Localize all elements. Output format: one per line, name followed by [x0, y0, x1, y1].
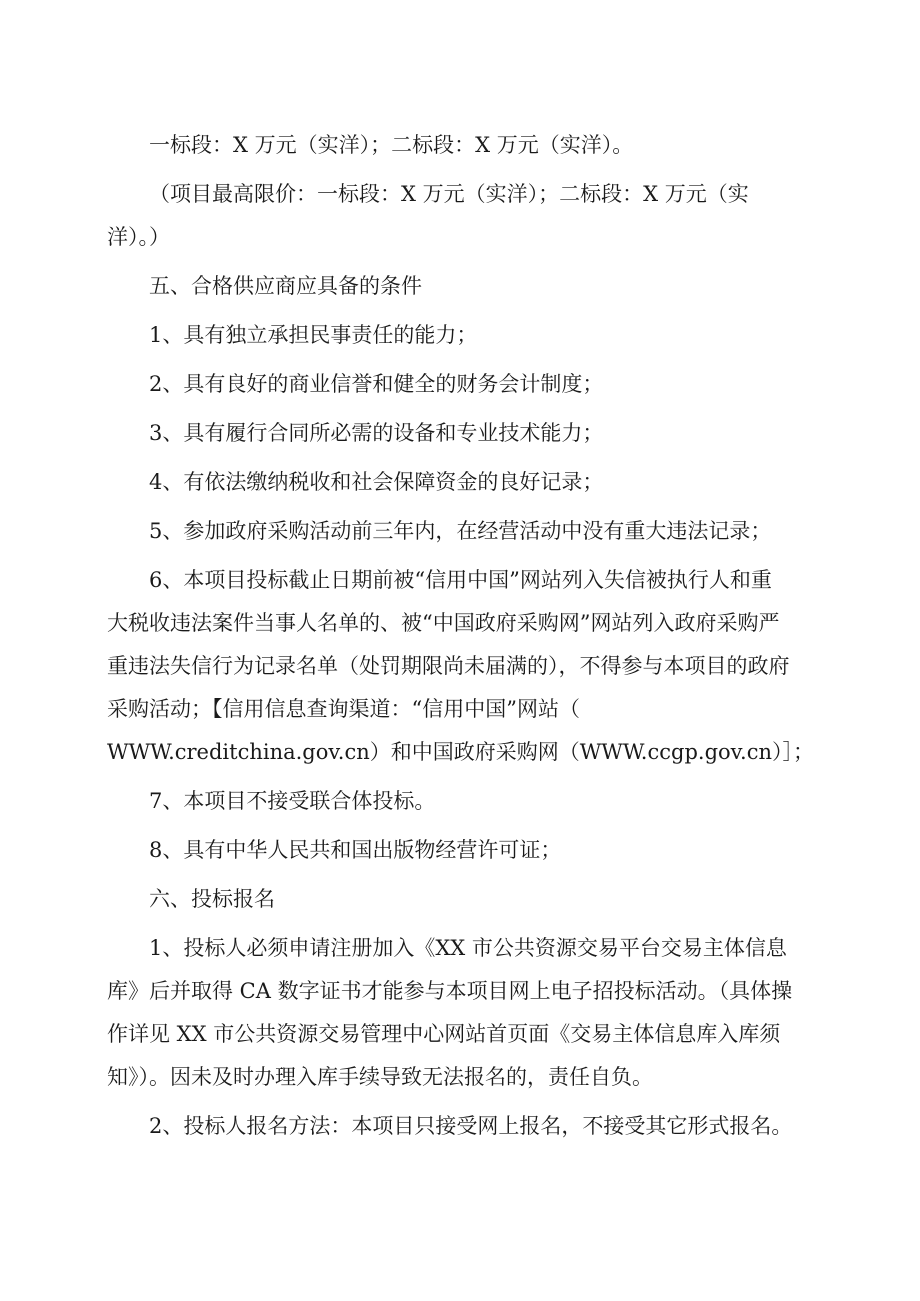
text-line: WWW.creditchina.gov.cn）和中国政府采购网（WWW.ccgp.gov.cn）］； — [107, 740, 814, 764]
registration-item-2 — [107, 1105, 822, 1148]
paragraph-budget — [107, 124, 822, 167]
section-heading-registration — [107, 878, 822, 921]
section-heading-qualifications — [107, 265, 822, 308]
text-line: 2、投标人报名方法：本项目只接受网上报名，不接受其它形式报名。 — [149, 1114, 793, 1138]
text-line: 一标段：X 万元（实洋）；二标段：X 万元（实洋）。 — [149, 133, 634, 157]
text-line: （项目最高限价：一标段：X 万元（实洋）；二标段：X 万元（实 — [149, 182, 749, 206]
text-line: 3、具有履行合同所必需的设备和专业技术能力； — [149, 421, 604, 445]
paragraph-price-limit — [107, 173, 822, 259]
text-line: 知》）。因未及时办理入库手续导致无法报名的，责任自负。 — [107, 1065, 653, 1089]
text-line: 8、具有中华人民共和国出版物经营许可证； — [149, 838, 562, 862]
text-line: 五、合格供应商应具备的条件 — [149, 274, 422, 298]
qualification-item-8 — [107, 829, 822, 872]
registration-item-1 — [107, 927, 822, 1099]
document-body — [107, 124, 822, 1154]
text-line: 7、本项目不接受联合体投标。 — [149, 789, 436, 813]
qualification-item-3 — [107, 412, 822, 455]
text-line: 洋）。） — [107, 225, 170, 249]
text-line: 4、有依法缴纳税收和社会保障资金的良好记录； — [149, 470, 604, 494]
text-line: 6、本项目投标截止日期前被“信用中国”网站列入失信被执行人和重 — [149, 568, 772, 592]
text-line: 2、具有良好的商业信誉和健全的财务会计制度； — [149, 372, 604, 396]
text-line: 5、参加政府采购活动前三年内，在经营活动中没有重大违法记录； — [149, 519, 772, 543]
text-line: 重违法失信行为记录名单（处罚期限尚未届满的），不得参与本项目的政府 — [107, 654, 790, 678]
text-line: 六、投标报名 — [149, 887, 275, 911]
qualification-item-2 — [107, 363, 822, 406]
qualification-item-7 — [107, 780, 822, 823]
qualification-item-6 — [107, 559, 822, 774]
text-line: 采购活动；【信用信息查询渠道：“信用中国”网站（ — [107, 697, 580, 721]
qualification-item-1 — [107, 314, 822, 357]
qualification-item-5 — [107, 510, 822, 553]
text-line: 作详见 XX 市公共资源交易管理中心网站首页面《交易主体信息库入库须 — [107, 1022, 781, 1046]
text-line: 1、具有独立承担民事责任的能力； — [149, 323, 478, 347]
text-line: 1、投标人必须申请注册加入《XX 市公共资源交易平台交易主体信息 — [149, 936, 787, 960]
text-line: 大税收违法案件当事人名单的、被“中国政府采购网”网站列入政府采购严 — [107, 611, 780, 635]
qualification-item-4 — [107, 461, 822, 504]
text-line: 库》后并取得 CA 数字证书才能参与本项目网上电子招投标活动。（具体操 — [107, 979, 793, 1003]
